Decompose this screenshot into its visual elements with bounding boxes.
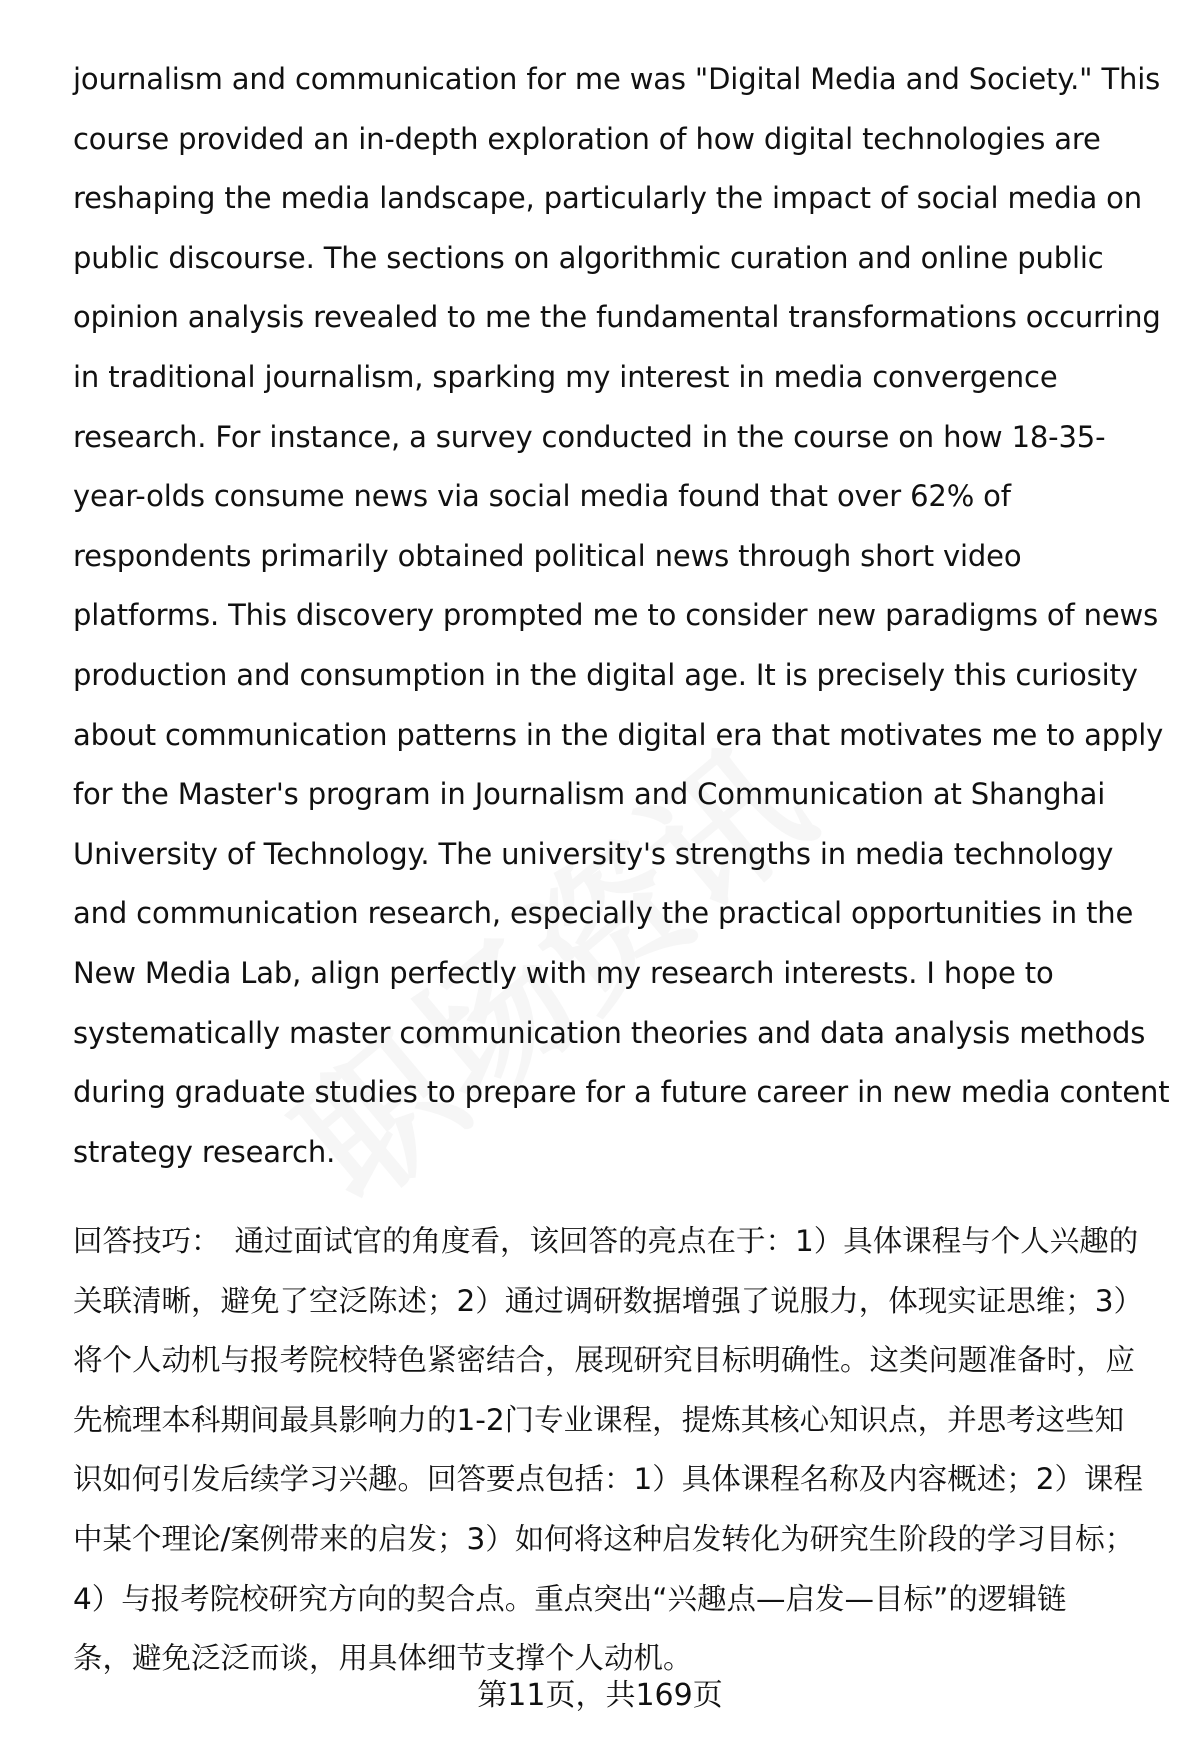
paragraph-line: opinion analysis revealed to me the fundamental transformations occurring	[73, 300, 1161, 335]
paragraph-line: course provided an in-depth exploration of how digital technologies are	[73, 121, 1101, 156]
paragraph-line: platforms. This discovery prompted me to consider new paradigms of news	[73, 598, 1159, 633]
paragraph-line: production and consumption in the digital age. It is precisely this curiosity	[73, 657, 1138, 692]
paragraph-line: during graduate studies to prepare for a future career in new media content	[73, 1075, 1170, 1110]
tips-line: 识如何引发后续学习兴趣。回答要点包括：1）具体课程名称及内容概述；2）课程	[73, 1462, 1144, 1497]
paragraph-line: reshaping the media landscape, particularly the impact of social media on	[73, 181, 1143, 216]
paragraph-line: journalism and communication for me was "Digital Media and Society." This	[73, 62, 1161, 96]
tips-line: 条，避免泛泛而谈，用具体细节支撑个人动机。	[73, 1641, 693, 1676]
paragraph-line: public discourse. The sections on algorithmic curation and online public	[73, 240, 1104, 275]
paragraph-line: strategy research.	[73, 1134, 336, 1169]
paragraph-line: year-olds consume news via social media found that over 62% of	[73, 479, 1011, 514]
tips-line: 先梳理本科期间最具影响力的1-2门专业课程，提炼其核心知识点，并思考这些知	[73, 1402, 1125, 1437]
paragraph-line: about communication patterns in the digital era that motivates me to apply	[73, 717, 1164, 752]
tips-label: 回答技巧：	[73, 1224, 221, 1258]
answer-paragraph	[73, 50, 1168, 1182]
answer-tips	[73, 1212, 1168, 1689]
paragraph-line: and communication research, especially the practical opportunities in the	[73, 896, 1134, 931]
tips-line	[73, 1212, 1168, 1272]
page-number: 第11页，共169页	[477, 1678, 723, 1713]
paragraph-line: systematically master communication theories and data analysis methods	[73, 1015, 1146, 1050]
paragraph-line: New Media Lab, align perfectly with my research interests. I hope to	[73, 955, 1054, 990]
tips-line: 将个人动机与报考院校特色紧密结合，展现研究目标明确性。这类问题准备时，应	[73, 1343, 1136, 1378]
paragraph-line: respondents primarily obtained political news through short video	[73, 538, 1022, 573]
tips-line: 4）与报考院校研究方向的契合点。重点突出“兴趣点—启发—目标”的逻辑链	[73, 1581, 1067, 1616]
paragraph-line: for the Master's program in Journalism and Communication at Shanghai	[73, 777, 1106, 812]
tips-first-line: 通过面试官的角度看，该回答的亮点在于：1）具体课程与个人兴趣的	[234, 1224, 1139, 1258]
paragraph-line: in traditional journalism, sparking my interest in media convergence	[73, 359, 1058, 394]
tips-line: 关联清晰，避免了空泛陈述；2）通过调研数据增强了说服力，体现实证思维；3）	[73, 1283, 1144, 1318]
paragraph-line: research. For instance, a survey conducted in the course on how 18-35-	[73, 419, 1106, 454]
tips-line: 中某个理论/案例带来的启发；3）如何将这种启发转化为研究生阶段的学习目标；	[73, 1521, 1135, 1556]
paragraph-line: University of Technology. The university's strengths in media technology	[73, 836, 1114, 871]
